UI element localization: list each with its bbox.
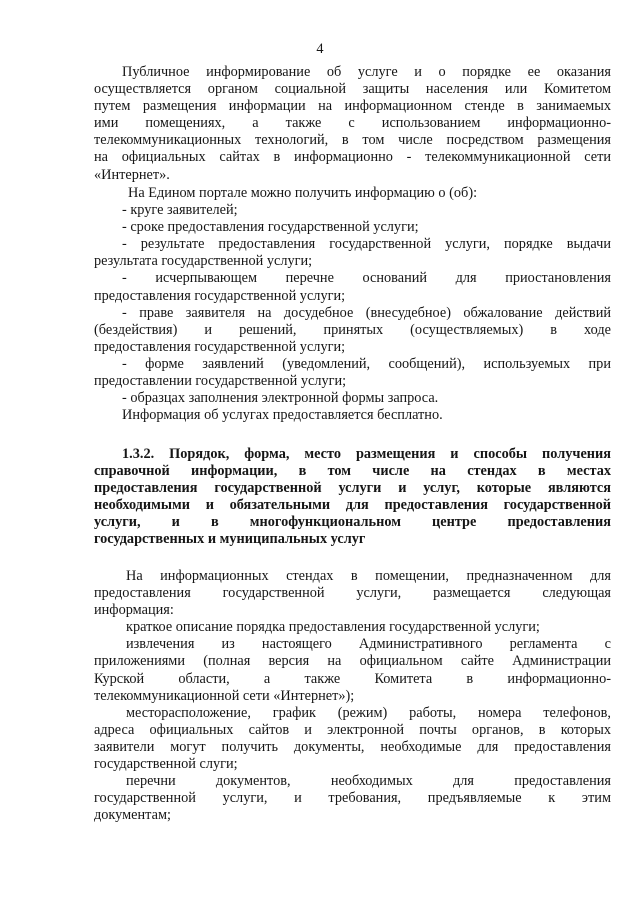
text-line: «Интернет». <box>94 166 170 183</box>
text-line: результата государственной услуги; <box>94 253 313 270</box>
heading-line: 1.3.2. Порядок, форма, место размещения и способы получения <box>122 446 611 462</box>
text-line: документам; <box>94 807 171 824</box>
text-line: предоставления государственной услуги; <box>94 338 346 355</box>
list-item: извлечения из настоящего Административного регламента с <box>126 636 611 653</box>
list-item: месторасположение, график (режим) работы, номера телефонов, <box>126 704 611 721</box>
list-item: - круге заявителей; <box>122 202 238 219</box>
text-line: предоставления государственной услуги; <box>94 287 346 304</box>
text-line: информация: <box>94 602 174 619</box>
heading-line: услуги, и в многофункциональном центре предоставления <box>94 514 611 531</box>
heading-line: справочной информации, в том числе на стендах в местах <box>94 463 611 480</box>
text-line: Курской области, а также Комитета в информационно- <box>94 670 611 687</box>
text-line: На информационных стендах в помещении, предназначенном для <box>126 568 611 584</box>
list-item: - сроке предоставления государственной услуги; <box>122 219 419 236</box>
text-line: предоставлении государственной услуги; <box>94 373 347 390</box>
text-line: На Едином портале можно получить информацию о (об): <box>128 185 478 201</box>
list-item: краткое описание порядка предоставления государственной услуги; <box>126 619 540 636</box>
text-line: осуществляется органом социальной защиты населения или Комитетом <box>94 81 611 98</box>
text-line: предоставления государственной услуги, размещается следующая <box>94 585 611 602</box>
page-number: 4 <box>316 41 324 57</box>
text-line: адреса официальных сайтов и электронной почты органов, в которых <box>94 721 611 738</box>
paragraph-info-stands <box>94 568 611 824</box>
section-heading <box>94 446 611 549</box>
text-line: телекоммуникационных технологий, в том числе посредством размещения <box>94 132 611 149</box>
paragraph-public-informing <box>94 64 611 184</box>
heading-line: необходимыми и обязательными для предоставления государственной <box>94 497 611 514</box>
text-line: ими помещениях, а также с использованием информационно- <box>94 115 611 132</box>
text-line: (бездействия) и решений, принятых (осуществляемых) в ходе <box>94 321 611 338</box>
text-line: Публичное информирование об услуге и о порядке ее оказания <box>122 64 611 80</box>
text-line: телекоммуникационной сети «Интернет»); <box>94 687 355 704</box>
heading-line: государственных и муниципальных услуг <box>94 531 366 548</box>
list-item: - результате предоставления государственной услуги, порядке выдачи <box>122 236 611 253</box>
list-item: перечни документов, необходимых для предоставления <box>126 773 611 790</box>
text-line: государственной слуги; <box>94 756 238 773</box>
list-item: - форме заявлений (уведомлений, сообщений), используемых при <box>122 355 611 372</box>
text-line: путем размещения информации на информационном стенде в занимаемых <box>94 98 611 115</box>
text-line: приложениями (полная версия на официальном сайте Администрации <box>94 653 611 670</box>
paragraph-unified-portal <box>94 185 611 424</box>
list-item: - образцах заполнения электронной формы запроса. <box>122 390 439 407</box>
text-line: заявители могут получить документы, необходимые для предоставления <box>94 738 611 755</box>
heading-line: предоставления государственной услуги и услуг, которые являются <box>94 480 611 497</box>
list-item: - праве заявителя на досудебное (внесудебное) обжалование действий <box>122 304 611 321</box>
text-line: государственной услуги, и требования, предъявляемые к этим <box>94 790 611 807</box>
list-item: - исчерпывающем перечне оснований для приостановления <box>122 270 611 287</box>
text-line: на официальных сайтах в информационно - телекоммуникационной сети <box>94 149 611 166</box>
text-line: Информация об услугах предоставляется бесплатно. <box>122 407 443 424</box>
